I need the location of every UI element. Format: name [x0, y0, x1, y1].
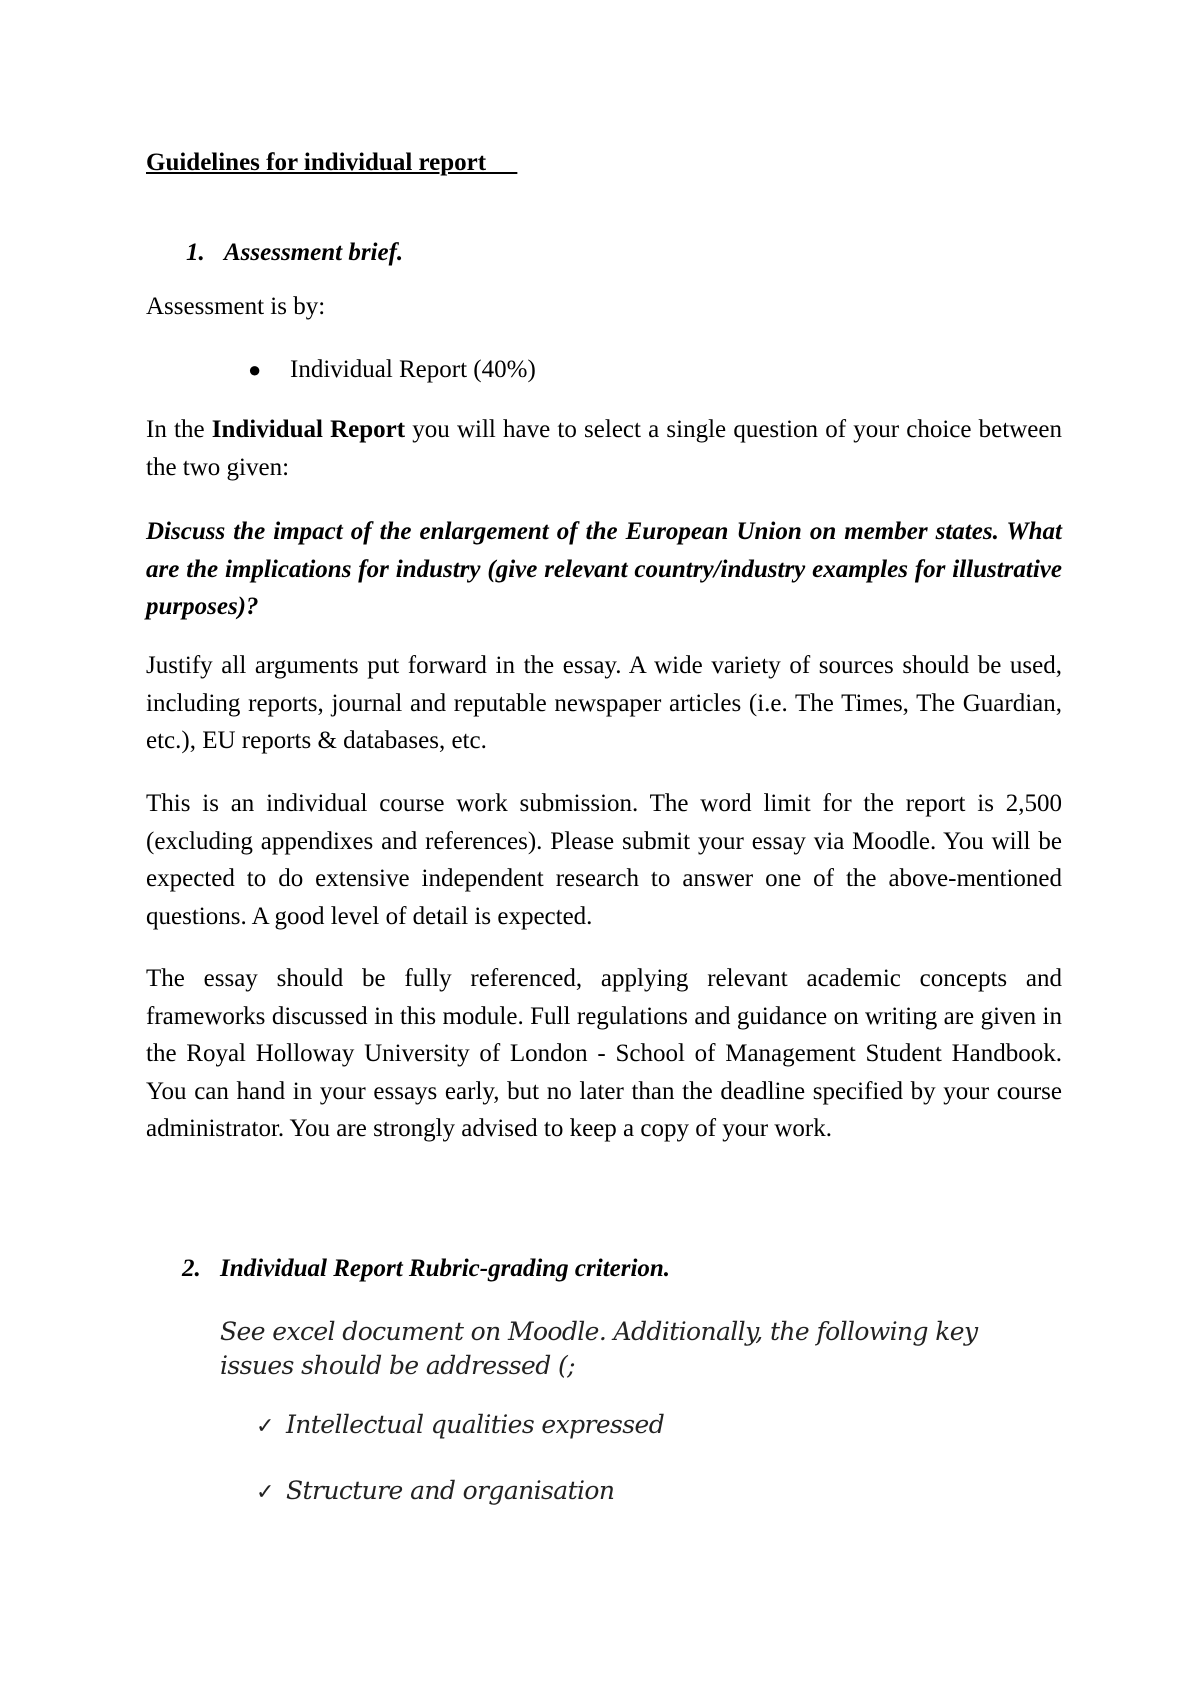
intro-suffix: you will have to select a single question of your choice between the two given: [146, 416, 1062, 481]
check-list-item [256, 1408, 664, 1444]
check-list-item [256, 1474, 614, 1510]
paragraph-referencing: The essay should be fully referenced, applying relevant academic concepts and frameworks discussed in this module. Full regulations and guidance on writing are given in the Royal Holloway University of London - School of Management Student Handbook. You can hand in your essays early, but no later than the deadline specified by your course administrator. You are strongly advised to keep a copy of your work. [146, 965, 1062, 1142]
section-2-number: 2. [182, 1255, 201, 1282]
document-title: Guidelines for individual report [146, 149, 518, 176]
intro-prefix: In the [146, 416, 212, 443]
essay-question: Discuss the impact of the enlargement of the European Union on member states. What are the implications for industry (give relevant country/industry examples for illustrative purposes)? [146, 518, 1062, 620]
section-1-number: 1. [186, 239, 205, 266]
paragraph-sources: Justify all arguments put forward in the essay. A wide variety of sources should be used, including reports, journal and reputable newspaper articles (i.e. The Times, The Guardian, etc.), EU reports & databases, etc. [146, 652, 1062, 754]
section-2-title: Individual Report Rubric-grading criterion. [220, 1255, 671, 1282]
checkmark-icon: ✓ [256, 1414, 274, 1439]
bullet-list-item [248, 353, 536, 387]
paragraph-submission: This is an individual course work submission. The word limit for the report is 2,500 (excluding appendixes and references). Please submit your essay via Moodle. You will be expected to do extensive independent research to answer one of the above-mentioned questions. A good level of detail is expected. [146, 790, 1062, 930]
check-item-text: Intellectual qualities expressed [286, 1410, 665, 1439]
assessment-by-text: Assessment is by: [146, 293, 326, 320]
rubric-intro-text: See excel document on Moodle. Additionally, the following key issues should be addressed (; [220, 1317, 978, 1380]
checkmark-icon: ✓ [256, 1480, 274, 1505]
intro-paragraph [146, 411, 1062, 486]
section-1-title: Assessment brief. [224, 239, 404, 266]
section-2-heading [182, 1252, 670, 1286]
bullet-item-text: Individual Report (40%) [290, 356, 536, 383]
check-item-text: Structure and organisation [286, 1476, 615, 1505]
section-1-heading [186, 236, 403, 270]
bullet-dot-icon: ● [248, 357, 262, 382]
intro-bold-term: Individual Report [211, 416, 406, 443]
